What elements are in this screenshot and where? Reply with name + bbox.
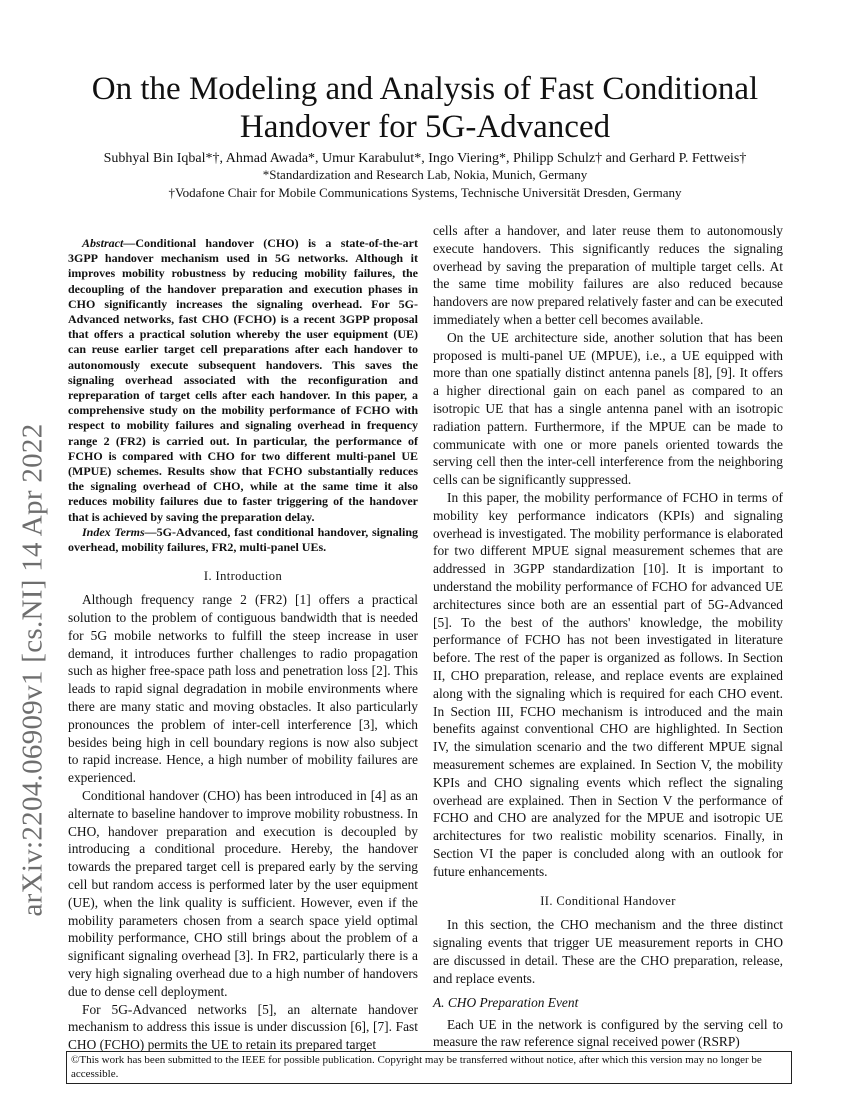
index-terms <box>68 525 418 555</box>
title-line-1: On the Modeling and Analysis of Fast Conditional <box>91 71 759 107</box>
intro-paragraph-5: In this paper, the mobility performance of FCHO in terms of mobility key performance indicators (KPIs) and signaling overhead is investigated. The mobility performance is elaborated for two different MPUE signal measurement schemes that are addressed in 3GPP standardization [10]. It is important to understand the mobility performance of FCHO for advanced UE architectures since both are an essential part of 5G-Advanced [5]. To the best of the authors' knowledge, the mobility performance of FCHO has not been investigated in literature before. The rest of the paper is organized as follows. In Section II, CHO preparation, release, and replace events are explained along with the signaling which is required for each CHO event. In Section III, FCHO mechanism is introduced and the main benefits against conventional CHO are highlighted. In Section IV, the simulation scenario and the two different MPUE signal measurement schemes are explained. In Section V, the mobility KPIs and CHO signaling events which reflect the signaling overhead are explained. Then in Section V the performance of FCHO and CHO are analyzed for the MPUE and isotropic UE architectures for two realistic mobility scenarios. Finally, in Section VI the paper is concluded along with an outlook for future enhancements. <box>433 489 783 879</box>
section2a-paragraph-1: Each UE in the network is configured by the serving cell to measure the raw reference signal received power (RSRP) <box>433 1016 783 1050</box>
author-list: Subhyal Bin Iqbal*†, Ahmad Awada*, Umur Karabulut*, Ingo Viering*, Philipp Schulz† and Gerhard P. Fettweis† <box>103 151 747 166</box>
left-column <box>68 236 418 1054</box>
section2-paragraph-1: In this section, the CHO mechanism and the three distinct signaling events that trigger UE measurement reports in CHO are discussed in detail. These are the CHO preparation, release, and replace events. <box>433 917 783 986</box>
paper-title <box>60 70 790 146</box>
intro-paragraph-4: On the UE architecture side, another solution that has been proposed is multi-panel UE (MPUE), i.e., a UE equipped with more than one spatially distinct antenna panels [8], [9]. It offers a higher directional gain on each panel as compared to an isotropic UE that has a single antenna panel with an isotropic radiation pattern. Furthermore, if the MPUE can be made to communicate with one or more panels oriented towards the serving cell then the inter-cell interference from the neighboring cells can be significantly suppressed. <box>433 329 783 488</box>
intro-paragraph-3-continued: cells after a handover, and later reuse them to autonomously execute handovers. This significantly reduces the signaling overhead by saving the preparation of multiple target cells. At the same time mobility failures are also reduced because handovers are now prepared relatively faster and can be executed immediately when a better cell becomes available. <box>433 223 783 327</box>
index-terms-label: Index Terms— <box>82 524 157 539</box>
intro-paragraph-1: Although frequency range 2 (FR2) [1] offers a practical solution to the problem of contiguous bandwidth that is needed for 5G mobile networks to fulfill the steep increase in user demand, it introduces further challenges to radio propagation such as higher free-space path loss and penetration loss [2]. This leads to rapid signal degradation in mobile environments where there are many static and moving obstacles. It also particularly pronounces the problem of inter-cell interference [3], which besides being high in cell boundary regions is now also subject to rapid increase. Hence, a high number of mobility failures are experienced. <box>68 592 418 786</box>
affiliation-tu-dresden: †Vodafone Chair for Mobile Communications Systems, Technische Universität Dresden, Germany <box>168 185 682 200</box>
affiliation-nokia: *Standardization and Research Lab, Nokia, Munich, Germany <box>262 167 588 182</box>
title-line-2: Handover for 5G-Advanced <box>239 109 611 145</box>
abstract-text: Conditional handover (CHO) is a state-of-the-art 3GPP handover mechanism used in 5G networks. Although it improves mobility robustness by reducing mobility failures, the decoupling of the handover preparation and execution phases in CHO significantly increases the signaling overhead. For 5G-Advanced networks, fast CHO (FCHO) is a recent 3GPP proposal that offers a practical solution whereby the user equipment (UE) can reuse earlier target cell preparations after each handover to autonomously execute subsequent handovers. This saves the signaling overhead associated with the reconfiguration and repreparation of target cells after each handover. In this paper, a comprehensive study on the mobility performance of FCHO with respect to mobility failures and signaling overhead in frequency range 2 (FR2) is carried out. In particular, the performance of FCHO is compared with CHO for two different multi-panel UE (MPUE) schemes. Results show that FCHO substantially reduces the signaling overhead of CHO, while at the same time it also reduces mobility failures due to faster triggering of the handover that is achieved by saving the preparation delay. <box>68 236 418 524</box>
right-column <box>433 222 783 1051</box>
index-terms-text: 5G-Advanced, fast conditional handover, signaling overhead, mobility failures, FR2, multi-panel UEs. <box>68 524 418 555</box>
intro-paragraph-3: For 5G-Advanced networks [5], an alternate handover mechanism to address this issue is under discussion [6], [7]. Fast CHO (FCHO) permits the UE to retain its prepared target <box>68 1001 418 1053</box>
copyright-footnote: ©This work has been submitted to the IEEE for possible publication. Copyright may be transferred without notice, after which this version may no longer be accessible. <box>66 1051 792 1084</box>
abstract-label: Abstract— <box>82 236 136 250</box>
abstract <box>68 236 418 525</box>
arxiv-identifier: arXiv:2204.06909v1 [cs.NI] 14 Apr 2022 <box>16 423 49 917</box>
section-heading-introduction: I. Introduction <box>203 569 283 584</box>
intro-paragraph-2: Conditional handover (CHO) has been introduced in [4] as an alternate to baseline handover to improve mobility robustness. In CHO, handover preparation and execution is decoupled by introducing a conditional procedure. Hereby, the handover towards the prepared target cell is prepared early by the serving cell but random access is performed later by the user equipment (UE), when the link quality is sufficient. However, even if the mobility parameters chosen from a search space yield optimal mobility performance, CHO still brings about the problem of a significant signaling overhead [3]. In FR2, particularly there is a very high signaling overhead due to a high number of handovers due to dense cell deployment. <box>68 788 418 999</box>
subsection-heading-cho-preparation: A. CHO Preparation Event <box>433 994 579 1010</box>
section-heading-conditional-handover: II. Conditional Handover <box>540 894 676 909</box>
